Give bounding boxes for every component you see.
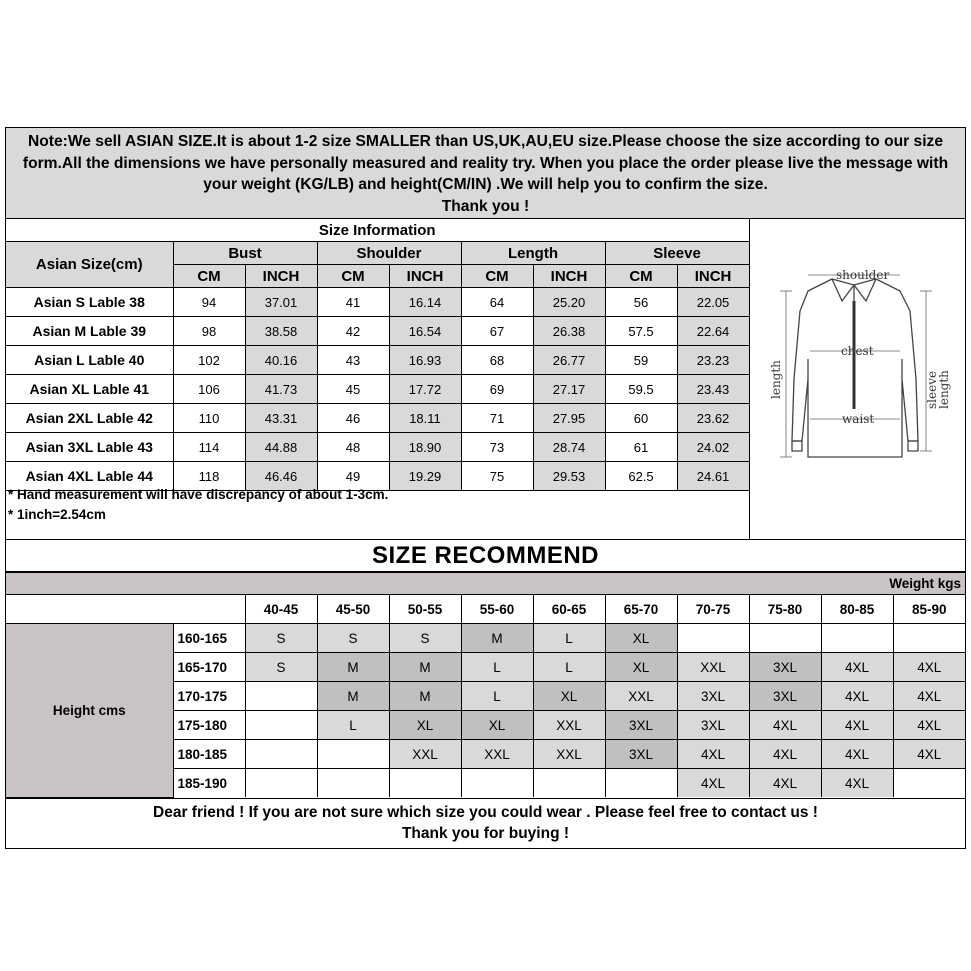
recommended-size-cell: XL	[605, 653, 677, 682]
diagram-chest-label: chest	[841, 344, 874, 358]
weight-range-header: 50-55	[389, 595, 461, 624]
size-label: Asian 2XL Lable 42	[6, 404, 173, 433]
table-row	[6, 346, 749, 375]
size-information-table	[6, 219, 750, 491]
weight-range-header: 40-45	[245, 595, 317, 624]
size-value-cell: 26.77	[533, 346, 605, 375]
size-value-cell: 68	[461, 346, 533, 375]
size-value-cell: 24.61	[677, 462, 749, 491]
size-value-cell: 46.46	[245, 462, 317, 491]
weight-range-header: 75-80	[749, 595, 821, 624]
size-value-cell: 56	[605, 288, 677, 317]
recommended-size-cell: S	[317, 624, 389, 653]
recommended-size-cell: M	[389, 653, 461, 682]
recommended-size-cell: 4XL	[749, 711, 821, 740]
size-value-cell: 25.20	[533, 288, 605, 317]
size-value-cell: 17.72	[389, 375, 461, 404]
recommended-size-cell: L	[533, 653, 605, 682]
size-value-cell: 110	[173, 404, 245, 433]
unit-header: INCH	[533, 265, 605, 288]
size-value-cell: 23.62	[677, 404, 749, 433]
weight-range-header: 60-65	[533, 595, 605, 624]
recommended-size-cell: L	[533, 624, 605, 653]
note-line: your weight (KG/LB) and height(CM/IN) .We will help you to confirm the size.	[203, 176, 768, 193]
height-range: 165-170	[173, 653, 245, 682]
diagram-waist-label: waist	[842, 412, 875, 426]
size-value-cell: 73	[461, 433, 533, 462]
recommended-size-cell: XXL	[461, 740, 533, 769]
footer-line: Dear friend ! If you are not sure which size you could wear . Please feel free to contact us !	[153, 803, 818, 821]
size-value-cell: 48	[317, 433, 389, 462]
size-value-cell: 43.31	[245, 404, 317, 433]
size-value-cell: 57.5	[605, 317, 677, 346]
size-value-cell: 26.38	[533, 317, 605, 346]
recommended-size-cell: XXL	[533, 740, 605, 769]
recommended-size-cell: XXL	[677, 653, 749, 682]
size-value-cell: 46	[317, 404, 389, 433]
size-value-cell: 29.53	[533, 462, 605, 491]
footer-message	[6, 798, 965, 848]
measurement-notes	[6, 485, 751, 525]
table-row	[6, 375, 749, 404]
recommended-size-cell: 4XL	[893, 682, 965, 711]
weight-range-header: 45-50	[317, 595, 389, 624]
weight-header: Weight kgs	[6, 573, 965, 595]
size-chart	[5, 127, 966, 849]
recommended-size-cell	[605, 769, 677, 798]
recommended-size-cell: S	[245, 624, 317, 653]
weight-range-header: 80-85	[821, 595, 893, 624]
size-value-cell: 27.17	[533, 375, 605, 404]
recommended-size-cell	[533, 769, 605, 798]
measurement-note: * 1inch=2.54cm	[8, 507, 106, 522]
recommended-size-cell: S	[389, 624, 461, 653]
recommended-size-cell: 4XL	[893, 711, 965, 740]
length-header: Length	[461, 242, 605, 265]
recommended-size-cell	[245, 769, 317, 798]
size-value-cell: 75	[461, 462, 533, 491]
table-row	[6, 433, 749, 462]
size-value-cell: 16.93	[389, 346, 461, 375]
height-range: 160-165	[173, 624, 245, 653]
note-line: Thank you !	[441, 197, 530, 215]
weight-range-header: 85-90	[893, 595, 965, 624]
size-value-cell: 114	[173, 433, 245, 462]
recommended-size-cell: 3XL	[677, 682, 749, 711]
note-line: form.All the dimensions we have personally measured and reality try. When you place the order please live the message with	[22, 154, 949, 172]
recommended-size-cell: 4XL	[893, 653, 965, 682]
size-value-cell: 22.64	[677, 317, 749, 346]
recommended-size-cell: 4XL	[821, 653, 893, 682]
size-value-cell: 44.88	[245, 433, 317, 462]
recommended-size-cell	[893, 624, 965, 653]
recommended-size-cell	[245, 682, 317, 711]
size-value-cell: 18.11	[389, 404, 461, 433]
table-row	[6, 624, 965, 653]
asian-size-header: Asian Size(cm)	[6, 242, 173, 288]
size-value-cell: 43	[317, 346, 389, 375]
unit-header: INCH	[677, 265, 749, 288]
weight-range-header: 70-75	[677, 595, 749, 624]
table-row	[6, 404, 749, 433]
size-value-cell: 18.90	[389, 433, 461, 462]
recommended-size-cell: M	[317, 682, 389, 711]
size-value-cell: 45	[317, 375, 389, 404]
size-recommend-title: SIZE RECOMMEND	[6, 540, 965, 572]
size-information-title: Size Information	[6, 219, 749, 242]
recommended-size-cell: XL	[461, 711, 533, 740]
size-value-cell: 71	[461, 404, 533, 433]
size-information-section	[6, 219, 965, 540]
recommended-size-cell: M	[389, 682, 461, 711]
diagram-sleeve-length-label: length	[937, 370, 951, 409]
note-line: Note:We sell ASIAN SIZE.It is about 1-2 size SMALLER than US,UK,AU,EU size.Please choose the size according to our size	[27, 133, 944, 150]
size-recommend-table	[6, 572, 965, 798]
recommended-size-cell: S	[245, 653, 317, 682]
shirt-measure-illustration	[750, 219, 966, 539]
recommended-size-cell: 4XL	[749, 740, 821, 769]
recommended-size-cell	[461, 769, 533, 798]
recommended-size-cell	[317, 740, 389, 769]
size-value-cell: 67	[461, 317, 533, 346]
recommended-size-cell: XXL	[389, 740, 461, 769]
unit-header: CM	[173, 265, 245, 288]
table-row	[6, 317, 749, 346]
unit-header: CM	[461, 265, 533, 288]
weight-range-header: 55-60	[461, 595, 533, 624]
weight-corner	[6, 595, 245, 624]
table-row	[6, 288, 749, 317]
size-label: Asian 3XL Lable 43	[6, 433, 173, 462]
size-value-cell: 38.58	[245, 317, 317, 346]
recommended-size-cell	[821, 624, 893, 653]
diagram-shoulder-label: shoulder	[836, 268, 890, 282]
size-value-cell: 23.23	[677, 346, 749, 375]
recommended-size-cell: 3XL	[677, 711, 749, 740]
recommended-size-cell	[749, 624, 821, 653]
size-label: Asian S Lable 38	[6, 288, 173, 317]
shirt-diagram	[749, 219, 967, 539]
recommended-size-cell: 4XL	[749, 769, 821, 798]
height-range: 175-180	[173, 711, 245, 740]
recommended-size-cell: 4XL	[821, 740, 893, 769]
recommended-size-cell: XL	[389, 711, 461, 740]
recommended-size-cell: 4XL	[677, 769, 749, 798]
bust-header: Bust	[173, 242, 317, 265]
recommended-size-cell: 3XL	[749, 682, 821, 711]
shoulder-header: Shoulder	[317, 242, 461, 265]
size-value-cell: 37.01	[245, 288, 317, 317]
size-value-cell: 106	[173, 375, 245, 404]
size-label: Asian M Lable 39	[6, 317, 173, 346]
size-value-cell: 19.29	[389, 462, 461, 491]
recommended-size-cell	[245, 711, 317, 740]
recommended-size-cell: XXL	[533, 711, 605, 740]
size-note	[6, 128, 965, 219]
unit-header: CM	[605, 265, 677, 288]
size-value-cell: 61	[605, 433, 677, 462]
size-value-cell: 27.95	[533, 404, 605, 433]
size-label: Asian 4XL Lable 44	[6, 462, 173, 491]
sleeve-header: Sleeve	[605, 242, 749, 265]
size-value-cell: 16.54	[389, 317, 461, 346]
recommended-size-cell: 4XL	[821, 711, 893, 740]
recommended-size-cell: 4XL	[677, 740, 749, 769]
size-value-cell: 94	[173, 288, 245, 317]
size-value-cell: 40.16	[245, 346, 317, 375]
size-value-cell: 69	[461, 375, 533, 404]
recommended-size-cell: 3XL	[749, 653, 821, 682]
recommended-size-cell: 3XL	[605, 711, 677, 740]
size-value-cell: 28.74	[533, 433, 605, 462]
size-label: Asian L Lable 40	[6, 346, 173, 375]
size-label: Asian XL Lable 41	[6, 375, 173, 404]
size-value-cell: 16.14	[389, 288, 461, 317]
recommended-size-cell: 4XL	[821, 682, 893, 711]
height-range: 185-190	[173, 769, 245, 798]
recommended-size-cell: 3XL	[605, 740, 677, 769]
footer-line: Thank you for buying !	[401, 824, 570, 842]
recommended-size-cell: M	[461, 624, 533, 653]
unit-header: INCH	[245, 265, 317, 288]
size-value-cell: 41.73	[245, 375, 317, 404]
recommended-size-cell	[893, 769, 965, 798]
recommended-size-cell: XL	[605, 624, 677, 653]
size-value-cell: 102	[173, 346, 245, 375]
size-value-cell: 23.43	[677, 375, 749, 404]
recommended-size-cell: L	[461, 653, 533, 682]
recommended-size-cell: 4XL	[821, 769, 893, 798]
recommended-size-cell	[389, 769, 461, 798]
recommended-size-cell: 4XL	[893, 740, 965, 769]
height-header: Height cms	[6, 624, 173, 798]
size-value-cell: 59.5	[605, 375, 677, 404]
size-value-cell: 60	[605, 404, 677, 433]
size-value-cell: 98	[173, 317, 245, 346]
recommended-size-cell: M	[317, 653, 389, 682]
height-range: 180-185	[173, 740, 245, 769]
recommended-size-cell	[245, 740, 317, 769]
unit-header: CM	[317, 265, 389, 288]
recommended-size-cell	[677, 624, 749, 653]
recommended-size-cell: L	[461, 682, 533, 711]
size-value-cell: 41	[317, 288, 389, 317]
recommended-size-cell	[317, 769, 389, 798]
recommended-size-cell: XXL	[605, 682, 677, 711]
recommended-size-cell: XL	[533, 682, 605, 711]
weight-range-header: 65-70	[605, 595, 677, 624]
height-range: 170-175	[173, 682, 245, 711]
size-value-cell: 118	[173, 462, 245, 491]
diagram-sleeve-label: sleeve	[925, 370, 939, 409]
size-value-cell: 49	[317, 462, 389, 491]
diagram-length-label: length	[769, 360, 783, 399]
unit-header: INCH	[389, 265, 461, 288]
size-value-cell: 22.05	[677, 288, 749, 317]
size-value-cell: 42	[317, 317, 389, 346]
size-value-cell: 59	[605, 346, 677, 375]
measurement-note: * Hand measurement will have discrepancy of about 1-3cm.	[8, 487, 389, 502]
size-value-cell: 24.02	[677, 433, 749, 462]
recommended-size-cell: L	[317, 711, 389, 740]
size-value-cell: 64	[461, 288, 533, 317]
size-value-cell: 62.5	[605, 462, 677, 491]
